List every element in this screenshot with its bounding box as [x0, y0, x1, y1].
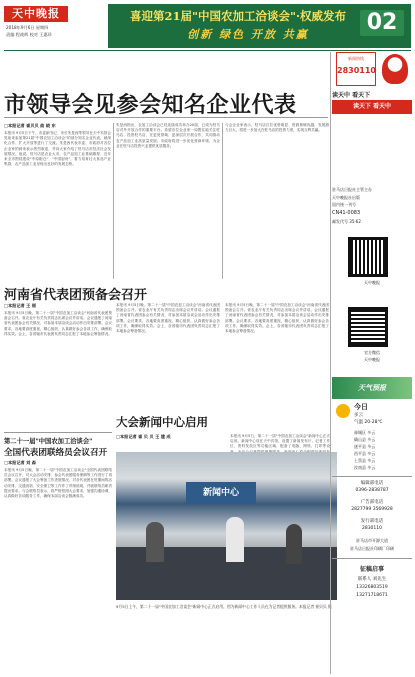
city-weather-4: 上蔡县 多云 [354, 458, 376, 463]
banner-divider [4, 50, 411, 51]
col-divider [222, 123, 223, 279]
qr-code-icon[interactable] [348, 307, 388, 347]
article2-body-col2: 本报讯 9月5日晚，第二十一届"中国农加工洽谈会"河南省代表团预备会召开。省农业厅有关负责同志出席会议并讲话。会议通报了河南省代表团参会有关情况，对参加本届洽谈会活动作出安排部署。会议要求，各地要高度重视，精心组织，认真做好参会各项工作，确保取得实效。会上，各省辖市代表团负责同志汇报了本地参会筹备情况。 [116, 303, 220, 334]
sidebar [332, 52, 412, 674]
address: 驻马店市开源大道 [356, 538, 388, 543]
today-weather: 多云 [354, 413, 363, 418]
phone2-label: 广告部电话 [360, 500, 384, 505]
city-weather-1: 确山县 多云 [354, 437, 376, 442]
headline-rule [4, 117, 328, 118]
weather-title: 天气预报 [358, 384, 386, 392]
printer: 驻马店日报社印刷厂印刷 [350, 546, 394, 551]
photo-person [226, 517, 244, 562]
article4-headline: 大会新闻中心启用 [116, 415, 208, 429]
cn-label: 国内统一刊号 [332, 202, 356, 207]
weather-header [332, 377, 412, 399]
today-temp: 气温 20-28℃ [354, 420, 383, 425]
hotline-box [336, 52, 376, 86]
ad-title: 征稿启事 [359, 566, 384, 573]
sidebar-divider [330, 52, 331, 674]
article4-byline: □本报记者 崔 贝 贝 王 建 成 [116, 434, 171, 439]
banner-slogan: 创新 绿色 开放 共赢 [187, 28, 309, 41]
photo-sign: 新闻中心 [186, 482, 256, 504]
article2-body-col3: 本报讯 9月5日晚，第二十一届"中国农加工洽谈会"河南省代表团预备会召开。省农业厅有关负责同志出席会议并讲话。会议通报了河南省代表团参会有关情况，对参加本届洽谈会活动作出安排部署。会议要求，各地要高度重视，精心组织，认真做好参会各项工作，确保取得实效。会上，各省辖市代表团负责同志汇报了本地参会筹备情况。 [225, 303, 329, 334]
sidebar-rule [332, 476, 412, 477]
masthead-editor: 责编 程战辉 校对 王惠珍 [6, 32, 52, 37]
photo-person [286, 524, 302, 564]
banner-title: 喜迎第21届"中国农加工洽谈会"·权威发布 [130, 9, 346, 23]
phones-title: 编辑部电话 [360, 481, 384, 486]
qr2-label: 官方微信 [364, 350, 380, 355]
photo-person [146, 522, 164, 562]
main-body-col2: 朱是西指出，农加工洽谈会已经连续成功举办20届，已成为驻马店对外开放合作的重要平台。希望各位企业家一如既往地关注驻马店、投资驻马店，在更宽领域、更深层次开展合作，共同推动农产品加工业高质量发展。市政府将进一步优化营商环境，为企业在驻马店投资兴业提供优质服务。 [116, 123, 220, 148]
article2-headline: 河南省代表团预备会召开 [4, 288, 148, 303]
phone-distribution: 2830110 [361, 526, 383, 531]
article2-body: 本报讯 9月5日晚，第二十一届"中国农加工洽谈会"河南省代表团预备会召开。省农业厅有关负责同志出席会议并讲话。会议通报了河南省代表团参会有关情况，对参加本届洽谈会活动作出安排部署。会议要求，各地要高度重视，精心组织，认真做好参会各项工作，确保取得实效。会上，各省辖市代表团负责同志汇报了本地参会筹备情况。 [4, 311, 112, 336]
city-weather-2: 遂平县 多云 [354, 444, 376, 449]
article2-byline: □本报记者 王 丽 [4, 303, 36, 308]
city-weather-3: 西平县 多云 [354, 451, 376, 456]
main-headline: 市领导会见参会知名企业代表 [4, 92, 297, 118]
main-body-col3: 与会企业家表示，驻马店区位优势明显、资源禀赋优越，发展潜力巨大，将进一步加大在驻马店的投资力度，实现互利共赢。 [225, 123, 329, 133]
news-center-photo [116, 452, 337, 600]
today-label: 今日 [354, 403, 368, 411]
main-body-col1: 本报讯 9月5日下午，市委副书记、市长朱是西等领导在天中宾馆会见前来参加第21届"中国农加工洽谈会"的部分知名企业代表，就深化合作、扩大开放等进行了交流。朱是西代表市委、市政府对各位企业家的到来表示热烈欢迎，并向大家介绍了驻马店市经济社会发展情况。他说，驻马店是农业大市，农产品加工业基础雄厚，近年来全市围绕建设"中原粮仓"、"中国厨房"，着力培育壮大食品产业集群，农产品加工业呈现出良好的发展态势。 [4, 131, 111, 167]
ad-contact: 联系人 刘先生 [357, 577, 387, 582]
ad-tel-1: 13326803519 [356, 585, 388, 590]
phone-editorial: 0396-2838787 [355, 488, 389, 493]
article3-headline: 全国代表团联络员会议召开 [4, 448, 108, 458]
city-weather-5: 汝南县 多云 [354, 465, 376, 470]
qr-code-icon[interactable] [348, 237, 388, 277]
page-number: 02 [360, 10, 404, 36]
masthead-logo: 天中晚报 [4, 6, 68, 22]
ad-tel-2: 13271718671 [356, 593, 388, 598]
paper-name: 驻马店日报社主管主办 [332, 187, 372, 192]
wechat-name: 天中晚报 [364, 357, 380, 362]
article3-body: 本报讯 9月5日晚，第二十一届"中国农加工洽谈会"全国代表团联络员会议召开，对大会活动安排、参会代表团服务保障等工作进行了再部署。会议通报了大会筹备工作进展情况，对各代表团在驻期间的活动安排、交通食宿、安全保卫等工作作了详细说明，并就联络员职责提出要求。与会联络员表示，将严格按照大会要求，加强沟通协调，认真做好各项服务工作，确保本届洽谈会圆满成功。 [4, 468, 112, 499]
qr1-label: 天中晚报 [364, 280, 380, 285]
photo-caption: 9月5日上午，第二十一届"中国农加工洽谈会"新闻中心正式启用。图为新闻中心工作人员在为记者提供服务。本报记者 崔贝贝 摄 [116, 604, 332, 609]
article3-top-rule [4, 432, 112, 433]
hotline-number: 2830110 [337, 66, 376, 75]
col-divider [113, 123, 114, 279]
post-code: 邮发代号 35-62 [332, 219, 361, 224]
sidebar-rule [332, 558, 412, 559]
sidebar-slogan: 读天中 看天下 [332, 92, 371, 99]
article4-body: 本报讯 9月5日，第二十一届"中国农加工洽谈会"新闻中心正式启用。新闻中心设在天中宾馆，设置了新闻发布厅、记者工作区、资料发放区等功能区域，配备了电脑、网络、打印等设 [230, 434, 330, 449]
main-byline: □本报记者 崔贝贝 曲 晓 东 [4, 123, 56, 128]
cn-number: CN41-0083 [332, 210, 361, 216]
hotline-label: 新闻热线 [348, 56, 364, 61]
mascot-icon [382, 54, 408, 84]
article3-byline: □本报记者 刘 森 [4, 460, 36, 465]
phone-ads: 2827799 3569928 [351, 507, 393, 512]
masthead-date: 2018年9月6日 星期四 [6, 25, 49, 30]
sun-icon [336, 404, 350, 418]
publisher: 天中晚报社出版 [332, 195, 360, 200]
city-weather-0: 驿城区 多云 [354, 430, 376, 435]
sidebar-banner: 读天下 看天中 [332, 100, 412, 114]
phone3-label: 发行部电话 [360, 519, 384, 524]
article3-headline-sub: 第二十一届"中国农加工洽谈会" [4, 438, 93, 445]
